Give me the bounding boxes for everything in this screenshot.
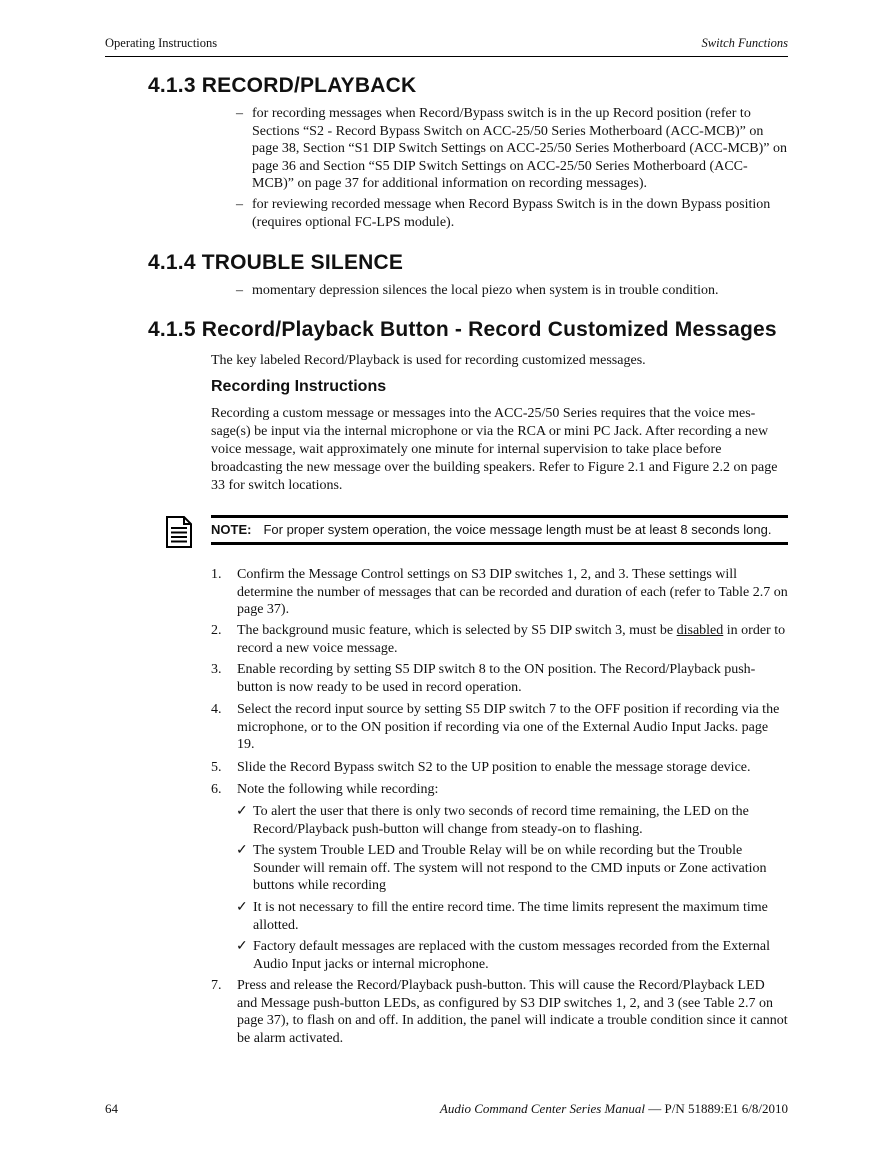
section-415-title: 4.1.5 Record/Playback Button - Record Customized Messages	[148, 318, 777, 341]
recording-instructions-heading: Recording Instructions	[211, 378, 387, 395]
dash-mark: –	[236, 106, 243, 121]
check-item-1: ✓ To alert the user that there is only two seconds of record time remaining, the LED on the Record/Playback push-button will change from steady-on to flashing.	[236, 804, 749, 837]
page-number: 64	[105, 1101, 118, 1116]
dash-mark: –	[236, 283, 243, 298]
note-icon	[166, 516, 192, 548]
header-left: Operating Instructions	[105, 36, 218, 50]
header-right: Switch Functions	[701, 36, 788, 50]
check-item-2: ✓ The system Trouble LED and Trouble Relay will be on while recording but the Trouble Sounder will remain off. The system will not respond to the CMD inputs or Zone activation buttons while recording	[236, 843, 767, 893]
step-7: 7. Press and release the Record/Playback push-button. This will cause the Record/Playback LED and Message push-button LEDs, as configured by S3 DIP switches 1, 2, and 3 (see Table 2.7 on page 37), to flash on and off. In addition, the panel will indicate a trouble condition since it cannot be alarm activated.	[211, 978, 788, 1046]
step-3: 3. Enable recording by setting S5 DIP switch 8 to the ON position. The Record/Playback push-button is now ready to be used in record operation.	[211, 662, 756, 695]
note-box	[211, 515, 788, 545]
step-4: 4. Select the record input source by setting S5 DIP switch 7 to the OFF position if recording via the microphone, or to the ON position if recording via one of the External Audio Input Jacks. page 19.	[211, 702, 780, 752]
section-413-title: 4.1.3 RECORD/PLAYBACK	[148, 74, 417, 97]
section-413-item-1: – for recording messages when Record/Bypass switch is in the up Record position (refer to Sections “S2 - Record Bypass Switch on ACC-25/50 Series Motherboard (ACC-MCB)” on page 38, Section “S1 DIP Switch Settings on ACC-25/50 Series Motherboard (ACC-MCB)” on page 36 and Section “S5 DIP Switch Settings on ACC-25/50 Series Motherboard (ACC-MCB)” on page 37 for additional information on recording messages).	[236, 106, 787, 191]
page-header	[105, 36, 788, 57]
section-415-intro: The key labeled Record/Playback is used for recording customized messages.	[211, 353, 646, 368]
step-1: 1. Confirm the Message Control settings on S3 DIP switches 1, 2, and 3. These settings will determine the number of messages that can be recorded and duration of each (refer to Table 2.7 on page 37).	[211, 567, 788, 617]
step-6: 6. Note the following while recording:	[211, 782, 439, 797]
recording-instructions-body: Recording a custom message or messages into the ACC-25/50 Series requires that the voice mes-sage(s) be input via the internal microphone or via the RCA or mini PC Jack. After recording a new voice message, wait approximately one minute for internal supervision to take place before broadcasting the new message over the building speakers. Refer to Figure 2.1 and Figure 2.2 on page 33 for switch locations.	[211, 406, 778, 493]
check-icon: ✓	[236, 804, 248, 819]
check-item-4: ✓ Factory default messages are replaced with the custom messages recorded from the External Audio Input jacks or internal microphone.	[236, 939, 771, 972]
footer-manual: Audio Command Center Series Manual — P/N 51889:E1 6/8/2010	[439, 1101, 788, 1116]
underlined-disabled: disabled	[676, 623, 724, 638]
dash-mark: –	[236, 197, 243, 212]
section-414-item-1: – momentary depression silences the local piezo when system is in trouble condition.	[236, 283, 719, 298]
section-414-title: 4.1.4 TROUBLE SILENCE	[148, 251, 404, 274]
step-5: 5. Slide the Record Bypass switch S2 to the UP position to enable the message storage device.	[211, 760, 751, 775]
check-icon: ✓	[236, 900, 248, 915]
note-label: NOTE:	[211, 522, 252, 537]
check-item-3: ✓ It is not necessary to fill the entire record time. The time limits represent the maximum time allotted.	[236, 900, 768, 933]
check-icon: ✓	[236, 939, 248, 954]
step-2: 2. The background music feature, which is selected by S5 DIP switch 3, must be disabled in order to record a new voice message.	[211, 623, 786, 656]
section-413-item-2: – for reviewing recorded message when Record Bypass Switch is in the down Bypass position (requires optional FC-LPS module).	[236, 197, 771, 230]
check-icon: ✓	[236, 843, 248, 858]
note-text: For proper system operation, the voice message length must be at least 8 seconds long.	[263, 522, 772, 537]
